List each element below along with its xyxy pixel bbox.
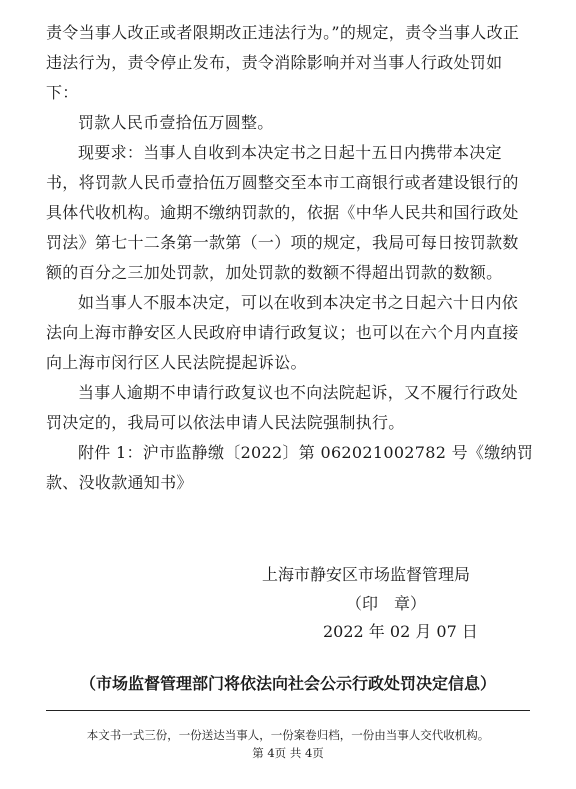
paragraph-payment-requirement: 现要求：当事人自收到本决定书之日起十五日内携带本决定书，将罚款人民币壹拾伍万圆整交至本市工商银行或者建设银行的具体代收机构。逾期不缴纳罚款的，依据《中华人民共和国行政处罚法》第七十二条第一款第（一）项的规定，我局可每日按罚款数额的百分之三加处罚款，加处罚款的数额不得超出罚款的数额。 [46, 143, 519, 282]
paragraph-penalty: 罚款人民币壹拾伍万圆整。 [78, 113, 274, 132]
seal-mark: （印 章） [346, 594, 427, 613]
page-number: 第 4页 共 4页 [252, 746, 324, 760]
copies-note: 本文书一式三份，一份送达当事人，一份案卷归档，一份由当事人交代收机构。 [86, 728, 490, 742]
footer-divider [46, 710, 530, 711]
paragraph-attachment: 附件 1：沪市监静缴〔2022〕第 062021002782 号《缴纳罚款、没收款通知书》 [46, 443, 534, 492]
paragraph-enforcement: 当事人逾期不申请行政复议也不向法院起诉，又不履行行政处罚决定的，我局可以依法申请人民法院强制执行。 [46, 383, 519, 432]
public-notice: （市场监督管理部门将依法向社会公示行政处罚决定信息） [79, 674, 496, 693]
issuing-authority: 上海市静安区市场监督管理局 [262, 565, 471, 584]
paragraph-legal-basis: 责令当事人改正或者限期改正违法行为。”的规定，责令当事人改正违法行为，责令停止发布，责令消除影响并对当事人行政处罚如下： [46, 23, 520, 102]
paragraph-appeal-rights: 如当事人不服本决定，可以在收到本决定书之日起六十日内依法向上海市静安区人民政府申请行政复议；也可以在六个月内直接向上海市闵行区人民法院提起诉讼。 [46, 293, 519, 372]
issue-date: 2022 年 02 月 07 日 [323, 622, 478, 641]
